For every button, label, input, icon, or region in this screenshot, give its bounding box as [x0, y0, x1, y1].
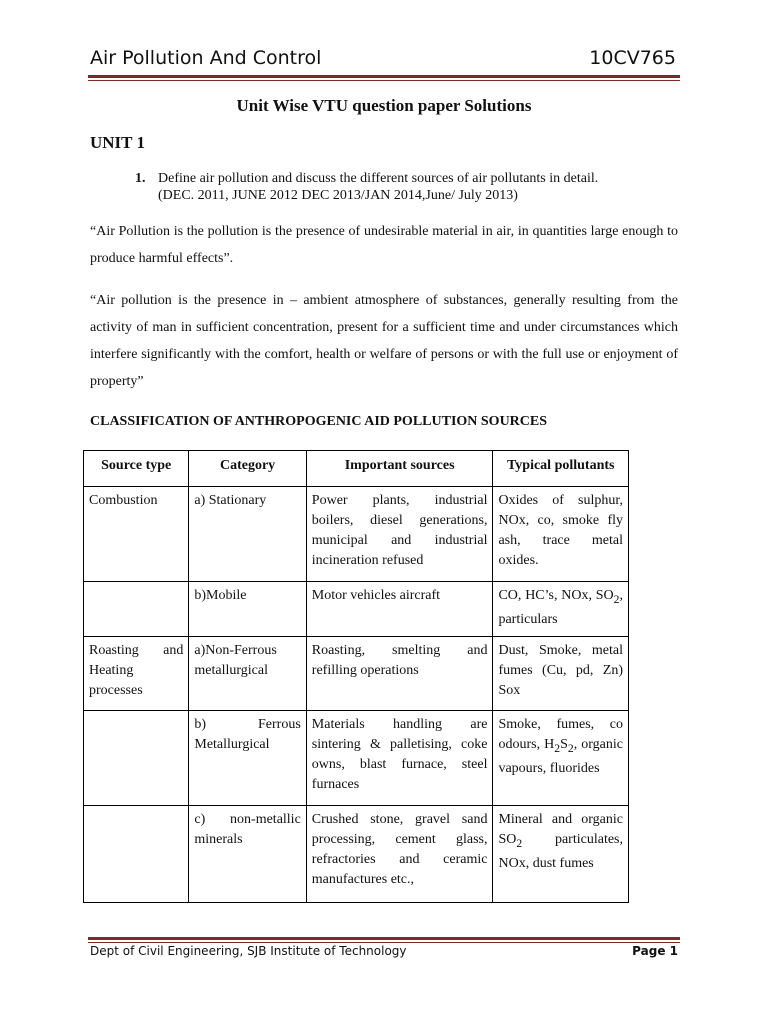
- cell-source-type: [84, 711, 189, 806]
- cell-typical-pollutants: Oxides of sulphur, NOx, co, smoke fly ash, trace metal oxides.: [493, 487, 629, 582]
- cell-important-sources: Roasting, smelting and refilling operations: [306, 637, 493, 711]
- cell-category: b) Ferrous Metallurgical: [189, 711, 306, 806]
- question-text-block: [158, 170, 658, 204]
- page-header-code: 10CV765: [589, 47, 676, 69]
- pollution-sources-table: [83, 450, 629, 903]
- cell-category: a)Non-Ferrous metallurgical: [189, 637, 306, 711]
- cell-important-sources: Motor vehicles aircraft: [306, 582, 493, 637]
- question-dates: (DEC. 2011, JUNE 2012 DEC 2013/JAN 2014,June/ July 2013): [158, 188, 518, 203]
- cell-typical-pollutants: Smoke, fumes, co odours, $H_2S_2$, organic vapours, fluorides: [493, 711, 629, 806]
- cell-source-type: Roasting and Heating processes: [84, 637, 189, 711]
- question-text: Define air pollution and discuss the different sources of air pollutants in detail.: [158, 171, 599, 186]
- page-header-course: Air Pollution And Control: [90, 47, 322, 69]
- cell-category: a) Stationary: [189, 487, 306, 582]
- cell-typical-pollutants: CO, HC’s, NOx, $SO_2$, particulars: [493, 582, 629, 637]
- table-row: [84, 487, 629, 582]
- question-number: 1.: [135, 171, 146, 186]
- cell-typical-pollutants: Mineral and organic $SO_2$ particulates, NOx, dust fumes: [493, 806, 629, 903]
- definition-paragraph-1: “Air Pollution is the pollution is the presence of undesirable material in air, in quantities large enough to produce harmful effects”.: [90, 224, 678, 266]
- cell-important-sources: Materials handling are sintering & palletising, coke owns, blast furnace, steel furnaces: [306, 711, 493, 806]
- cell-source-type: Combustion: [84, 487, 189, 582]
- table-row: [84, 806, 629, 903]
- footer-page-number: Page 1: [632, 944, 678, 958]
- classification-heading: CLASSIFICATION OF ANTHROPOGENIC AID POLLUTION SOURCES: [90, 414, 548, 429]
- cell-category: b)Mobile: [189, 582, 306, 637]
- footer-rule: [88, 937, 680, 940]
- cell-important-sources: Power plants, industrial boilers, diesel generations, municipal and industrial incineration refused: [306, 487, 493, 582]
- footer-rule-thin: [88, 942, 680, 943]
- header-rule: [88, 75, 680, 78]
- header-rule-thin: [88, 80, 680, 81]
- table-row: [84, 711, 629, 806]
- cell-source-type: [84, 582, 189, 637]
- table-row: [84, 582, 629, 637]
- cell-source-type: [84, 806, 189, 903]
- table-row: [84, 637, 629, 711]
- document-title: Unit Wise VTU question paper Solutions: [236, 96, 532, 115]
- cell-important-sources: Crushed stone, gravel sand processing, cement glass, refractories and ceramic manufactures etc.,: [306, 806, 493, 903]
- column-header: Source type: [84, 451, 189, 487]
- unit-heading: UNIT 1: [90, 133, 145, 152]
- column-header: Typical pollutants: [493, 451, 629, 487]
- cell-typical-pollutants: Dust, Smoke, metal fumes (Cu, pd, Zn) Sox: [493, 637, 629, 711]
- column-header: Category: [189, 451, 306, 487]
- footer-department: Dept of Civil Engineering, SJB Institute of Technology: [90, 944, 407, 958]
- table-header-row: [84, 451, 629, 487]
- column-header: Important sources: [306, 451, 493, 487]
- definition-paragraph-2: “Air pollution is the presence in – ambient atmosphere of substances, generally resulting from the activity of man in sufficient concentration, present for a sufficient time and under circumstances which interfere significantly with the comfort, health or welfare of persons or with the full use or enjoyment of property”: [90, 293, 678, 389]
- cell-category: c) non-metallic minerals: [189, 806, 306, 903]
